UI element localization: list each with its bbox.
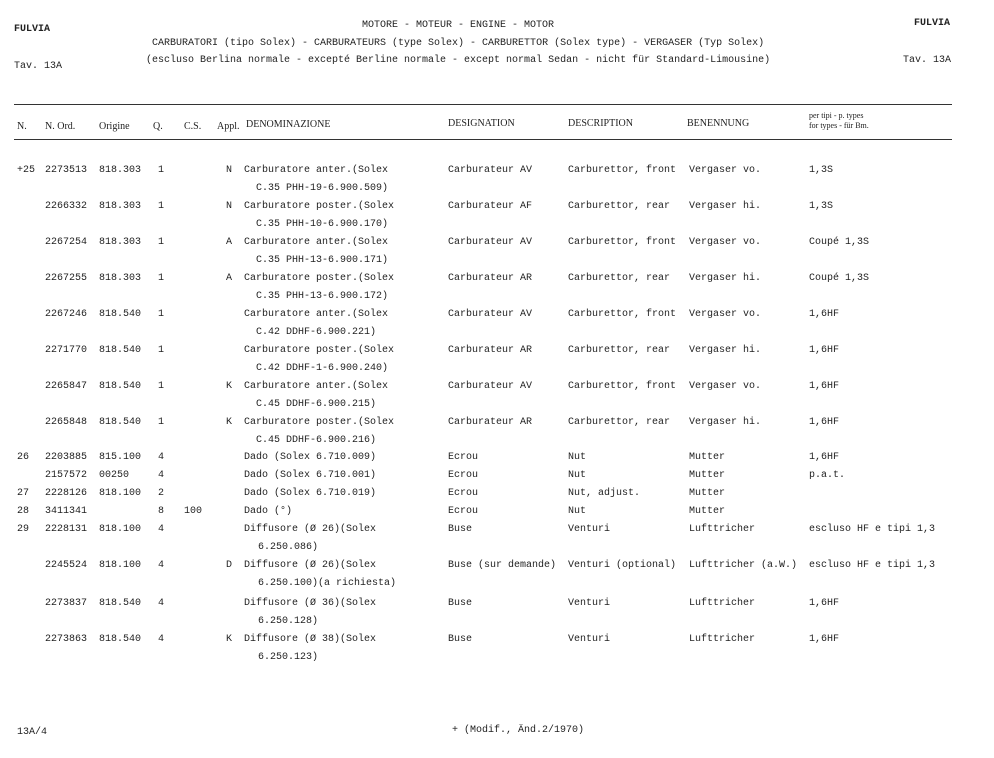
row-0-n: +25 — [17, 165, 36, 176]
row-1-den2: C.35 PHH-10-6.900.170) — [256, 219, 389, 230]
row-10-den1: Dado (Solex 6.710.019) — [244, 488, 377, 499]
row-10-des: Ecrou — [448, 488, 479, 499]
row-12-den2: 6.250.086) — [258, 542, 319, 553]
row-11-ben: Mutter — [689, 506, 726, 517]
row-14-types: 1,6HF — [809, 598, 840, 609]
row-15-appl: K — [226, 634, 233, 645]
row-9-des: Ecrou — [448, 470, 479, 481]
row-2-types: Coupé 1,3S — [809, 237, 870, 248]
col-origine: Origine — [99, 121, 130, 132]
row-13-types: escluso HF e tipi 1,3 — [809, 560, 936, 571]
col-types-line1: per tipi - p. types — [809, 111, 864, 120]
row-4-types: 1,6HF — [809, 309, 840, 320]
tav-left: Tav. 13A — [14, 61, 63, 72]
row-1-ben: Vergaser hi. — [689, 201, 762, 212]
row-0-appl: N — [226, 165, 233, 176]
row-14-den2: 6.250.128) — [258, 616, 319, 627]
row-2-ord: 2267254 — [45, 237, 88, 248]
row-8-q: 4 — [158, 452, 165, 463]
row-11-n: 28 — [17, 506, 30, 517]
row-4-q: 1 — [158, 309, 165, 320]
col-n-ord: N. Ord. — [45, 121, 76, 132]
row-14-ord: 2273837 — [45, 598, 88, 609]
row-1-q: 1 — [158, 201, 165, 212]
row-8-ord: 2203885 — [45, 452, 88, 463]
row-11-des: Ecrou — [448, 506, 479, 517]
row-11-cs: 100 — [184, 506, 203, 517]
row-15-den1: Diffusore (Ø 38)(Solex — [244, 634, 377, 645]
row-13-den1: Diffusore (Ø 26)(Solex — [244, 560, 377, 571]
row-15-orig: 818.540 — [99, 634, 142, 645]
row-0-des: Carburateur AV — [448, 165, 533, 176]
row-8-des: Ecrou — [448, 452, 479, 463]
row-10-ord: 2228126 — [45, 488, 88, 499]
row-7-ben: Vergaser hi. — [689, 417, 762, 428]
row-14-ben: Lufttricher — [689, 598, 756, 609]
row-2-orig: 818.303 — [99, 237, 142, 248]
row-13-orig: 818.100 — [99, 560, 142, 571]
row-7-orig: 818.540 — [99, 417, 142, 428]
row-15-des: Buse — [448, 634, 473, 645]
row-11-den1: Dado (°) — [244, 506, 293, 517]
row-14-orig: 818.540 — [99, 598, 142, 609]
row-5-des: Carburateur AR — [448, 345, 533, 356]
row-2-den1: Carburatore anter.(Solex — [244, 237, 389, 248]
row-7-des: Carburateur AR — [448, 417, 533, 428]
row-2-des: Carburateur AV — [448, 237, 533, 248]
row-1-des: Carburateur AF — [448, 201, 533, 212]
row-6-des: Carburateur AV — [448, 381, 533, 392]
row-8-den1: Dado (Solex 6.710.009) — [244, 452, 377, 463]
row-9-orig: 00250 — [99, 470, 130, 481]
row-4-orig: 818.540 — [99, 309, 142, 320]
row-12-orig: 818.100 — [99, 524, 142, 535]
row-4-ord: 2267246 — [45, 309, 88, 320]
row-1-den1: Carburatore poster.(Solex — [244, 201, 395, 212]
row-6-q: 1 — [158, 381, 165, 392]
row-0-ben: Vergaser vo. — [689, 165, 762, 176]
brand-left: FULVIA — [14, 24, 51, 35]
row-3-ord: 2267255 — [45, 273, 88, 284]
row-5-orig: 818.540 — [99, 345, 142, 356]
row-11-ord: 3411341 — [45, 506, 88, 517]
row-13-ord: 2245524 — [45, 560, 88, 571]
row-6-den1: Carburatore anter.(Solex — [244, 381, 389, 392]
row-7-den2: C.45 DDHF-6.900.216) — [256, 435, 377, 446]
row-4-ben: Vergaser vo. — [689, 309, 762, 320]
row-15-q: 4 — [158, 634, 165, 645]
row-9-den1: Dado (Solex 6.710.001) — [244, 470, 377, 481]
row-15-desc: Venturi — [568, 634, 611, 645]
row-7-desc: Carburettor, rear — [568, 417, 671, 428]
row-12-des: Buse — [448, 524, 473, 535]
row-7-den1: Carburatore poster.(Solex — [244, 417, 395, 428]
row-2-appl: A — [226, 237, 233, 248]
row-8-desc: Nut — [568, 452, 587, 463]
row-0-den1: Carburatore anter.(Solex — [244, 165, 389, 176]
row-13-des: Buse (sur demande) — [448, 560, 557, 571]
row-8-orig: 815.100 — [99, 452, 142, 463]
row-4-des: Carburateur AV — [448, 309, 533, 320]
row-13-desc: Venturi (optional) — [568, 560, 677, 571]
row-8-ben: Mutter — [689, 452, 726, 463]
row-12-desc: Venturi — [568, 524, 611, 535]
row-3-den2: C.35 PHH-13-6.900.172) — [256, 291, 389, 302]
row-7-ord: 2265848 — [45, 417, 88, 428]
col-q: Q. — [153, 121, 163, 132]
row-3-den1: Carburatore poster.(Solex — [244, 273, 395, 284]
row-2-den2: C.35 PHH-13-6.900.171) — [256, 255, 389, 266]
row-3-desc: Carburettor, rear — [568, 273, 671, 284]
row-12-ord: 2228131 — [45, 524, 88, 535]
exclusion-note: (escluso Berlina normale - excepté Berline normale - except normal Sedan - nicht für Standard-Limousine) — [146, 55, 771, 66]
header-rule-top — [14, 104, 952, 105]
row-9-desc: Nut — [568, 470, 587, 481]
col-appl: Appl. — [217, 121, 240, 132]
row-14-des: Buse — [448, 598, 473, 609]
row-9-q: 4 — [158, 470, 165, 481]
row-5-ord: 2271770 — [45, 345, 88, 356]
row-14-desc: Venturi — [568, 598, 611, 609]
row-3-orig: 818.303 — [99, 273, 142, 284]
row-2-desc: Carburettor, front — [568, 237, 677, 248]
col-designation: DESIGNATION — [448, 118, 515, 129]
row-10-q: 2 — [158, 488, 165, 499]
header-rule-bottom — [14, 139, 952, 140]
row-13-ben: Lufttricher (a.W.) — [689, 560, 798, 571]
col-benennung: BENENNUNG — [687, 118, 750, 129]
row-12-n: 29 — [17, 524, 30, 535]
row-9-types: p.a.t. — [809, 470, 846, 481]
row-8-types: 1,6HF — [809, 452, 840, 463]
row-0-ord: 2273513 — [45, 165, 88, 176]
row-7-types: 1,6HF — [809, 417, 840, 428]
row-3-q: 1 — [158, 273, 165, 284]
row-11-desc: Nut — [568, 506, 587, 517]
row-0-den2: C.35 PHH-19-6.900.509) — [256, 183, 389, 194]
row-12-types: escluso HF e tipi 1,3 — [809, 524, 936, 535]
row-0-desc: Carburettor, front — [568, 165, 677, 176]
tav-right: Tav. 13A — [903, 55, 952, 66]
row-15-ord: 2273863 — [45, 634, 88, 645]
row-5-desc: Carburettor, rear — [568, 345, 671, 356]
row-13-appl: D — [226, 560, 233, 571]
row-10-orig: 818.100 — [99, 488, 142, 499]
row-5-den2: C.42 DDHF-1-6.900.240) — [256, 363, 389, 374]
row-10-ben: Mutter — [689, 488, 726, 499]
row-6-desc: Carburettor, front — [568, 381, 677, 392]
row-5-den1: Carburatore poster.(Solex — [244, 345, 395, 356]
row-3-ben: Vergaser hi. — [689, 273, 762, 284]
row-14-den1: Diffusore (Ø 36)(Solex — [244, 598, 377, 609]
row-13-q: 4 — [158, 560, 165, 571]
row-3-types: Coupé 1,3S — [809, 273, 870, 284]
row-9-ord: 2157572 — [45, 470, 88, 481]
col-types-line2: for types - für Bm. — [809, 121, 869, 130]
row-6-appl: K — [226, 381, 233, 392]
row-12-den1: Diffusore (Ø 26)(Solex — [244, 524, 377, 535]
col-description: DESCRIPTION — [568, 118, 634, 129]
row-10-desc: Nut, adjust. — [568, 488, 641, 499]
row-6-ord: 2265847 — [45, 381, 88, 392]
row-1-desc: Carburettor, rear — [568, 201, 671, 212]
row-15-ben: Lufttricher — [689, 634, 756, 645]
row-3-appl: A — [226, 273, 233, 284]
modification-note: + (Modif., Änd.2/1970) — [452, 725, 585, 736]
row-3-des: Carburateur AR — [448, 273, 533, 284]
row-15-types: 1,6HF — [809, 634, 840, 645]
row-12-q: 4 — [158, 524, 165, 535]
row-12-ben: Lufttricher — [689, 524, 756, 535]
row-8-n: 26 — [17, 452, 30, 463]
row-1-orig: 818.303 — [99, 201, 142, 212]
row-0-orig: 818.303 — [99, 165, 142, 176]
row-6-den2: C.45 DDHF-6.900.215) — [256, 399, 377, 410]
row-13-den2: 6.250.100)(a richiesta) — [258, 578, 397, 589]
row-6-ben: Vergaser vo. — [689, 381, 762, 392]
row-1-appl: N — [226, 201, 233, 212]
col-denominazione: DENOMINAZIONE — [246, 119, 331, 130]
row-4-den2: C.42 DDHF-6.900.221) — [256, 327, 377, 338]
row-1-ord: 2266332 — [45, 201, 88, 212]
row-7-q: 1 — [158, 417, 165, 428]
row-5-types: 1,6HF — [809, 345, 840, 356]
row-6-orig: 818.540 — [99, 381, 142, 392]
row-7-appl: K — [226, 417, 233, 428]
row-9-ben: Mutter — [689, 470, 726, 481]
page-subtitle: CARBURATORI (tipo Solex) - CARBURATEURS (type Solex) - CARBURETTOR (Solex type) - VERGASER (Typ Solex) — [152, 38, 765, 49]
page-title: MOTORE - MOTEUR - ENGINE - MOTOR — [362, 20, 555, 31]
col-n: N. — [17, 121, 27, 132]
row-14-q: 4 — [158, 598, 165, 609]
row-4-den1: Carburatore anter.(Solex — [244, 309, 389, 320]
row-5-ben: Vergaser hi. — [689, 345, 762, 356]
row-10-n: 27 — [17, 488, 30, 499]
row-2-ben: Vergaser vo. — [689, 237, 762, 248]
page-number: 13A/4 — [17, 727, 48, 738]
row-11-q: 8 — [158, 506, 165, 517]
brand-right: FULVIA — [914, 18, 951, 29]
row-15-den2: 6.250.123) — [258, 652, 319, 663]
row-5-q: 1 — [158, 345, 165, 356]
row-6-types: 1,6HF — [809, 381, 840, 392]
row-2-q: 1 — [158, 237, 165, 248]
col-cs: C.S. — [184, 121, 202, 132]
row-1-types: 1,3S — [809, 201, 834, 212]
row-0-q: 1 — [158, 165, 165, 176]
row-0-types: 1,3S — [809, 165, 834, 176]
row-4-desc: Carburettor, front — [568, 309, 677, 320]
